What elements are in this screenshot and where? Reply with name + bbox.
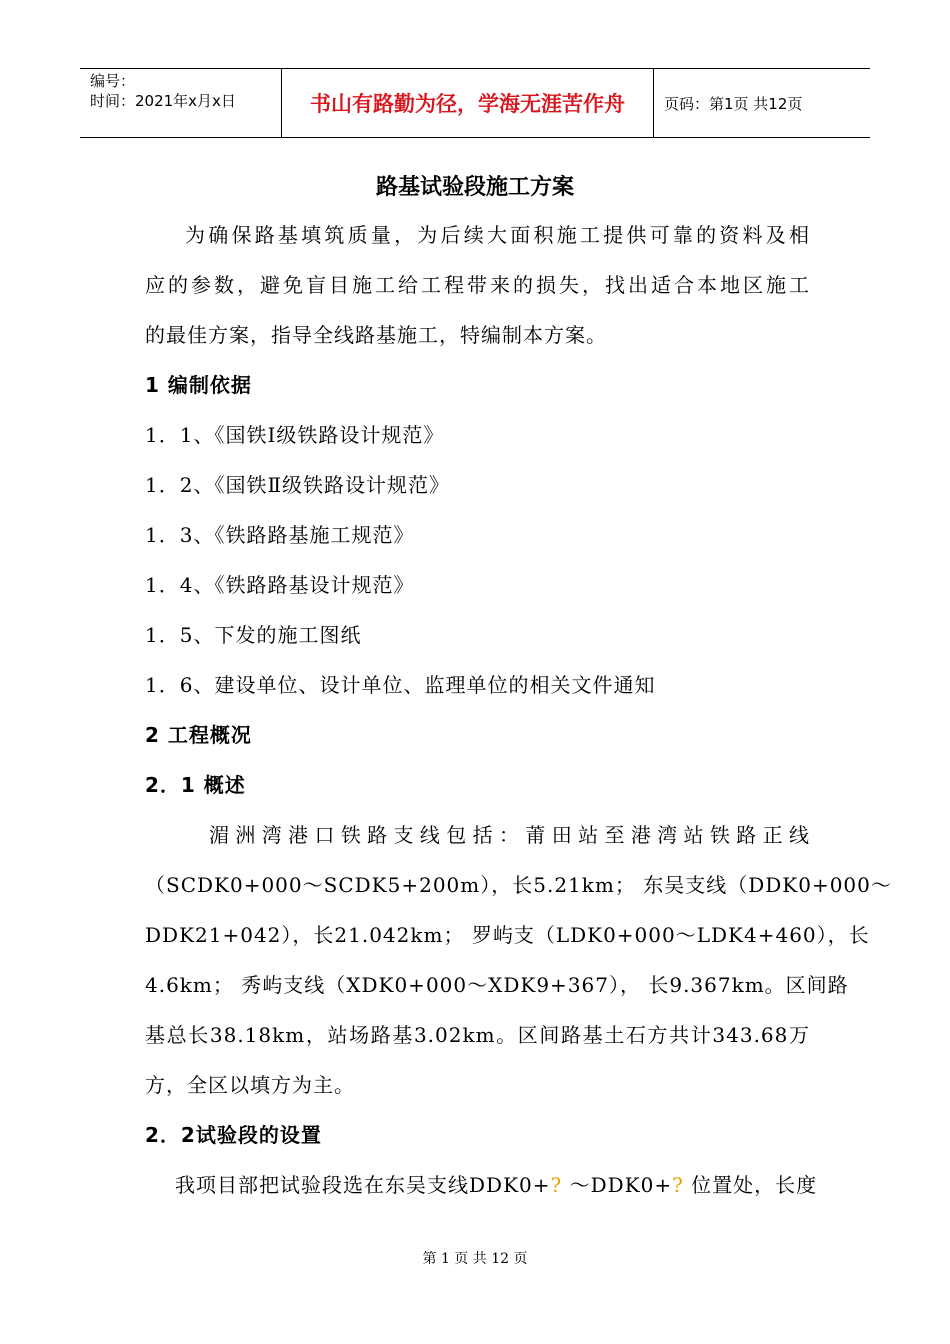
overview-line: 基总长38.18km，站场路基3.02km。区间路基土石方共计343.68万 <box>145 1023 810 1047</box>
subsection-heading: 2．1 概述 <box>145 773 246 797</box>
missing-value-mark: ? <box>550 1173 563 1197</box>
basis-item: 1．4、《铁路路基设计规范》 <box>145 573 415 597</box>
section-heading: 1 编制依据 <box>145 373 252 397</box>
trial-text: ～DDK0+ <box>562 1173 673 1197</box>
trial-section-line <box>145 1166 818 1216</box>
subsection-heading: 2．2试验段的设置 <box>145 1123 322 1147</box>
document-title: 路基试验段施工方案 <box>375 175 574 200</box>
page-footer: 第 1 页 共 12 页 <box>422 1251 528 1267</box>
trial-text: 位置处，长度 <box>683 1173 818 1197</box>
section-heading: 2 工程概况 <box>145 723 252 747</box>
document-body <box>145 216 892 1216</box>
basis-item: 1．6、建设单位、设计单位、监理单位的相关文件通知 <box>145 673 656 697</box>
basis-item: 1．5、下发的施工图纸 <box>145 623 362 647</box>
document-date-label: 时间：2021年x月x日 <box>90 92 236 110</box>
header-meta-cell <box>80 69 282 137</box>
page-header <box>80 68 870 138</box>
header-motto: 书山有路勤为径，学海无涯苦作舟 <box>282 69 654 137</box>
overview-line: 方，全区以填方为主。 <box>145 1073 355 1097</box>
intro-line: 应的参数，避免盲目施工给工程带来的损失，找出适合本地区施工 <box>145 273 810 297</box>
intro-line: 的最佳方案，指导全线路基施工，特编制本方案。 <box>145 323 607 347</box>
intro-line: 为确保路基填筑质量，为后续大面积施工提供可靠的资料及相 <box>185 223 810 247</box>
basis-item: 1．3、《铁路路基施工规范》 <box>145 523 415 547</box>
basis-item: 1．2、《国铁Ⅱ级铁路设计规范》 <box>145 473 451 497</box>
overview-line: （SCDK0+000～SCDK5+200m），长5.21km； 东吴支线（DDK0+000～ <box>145 873 892 897</box>
overview-line: 湄洲湾港口铁路支线包括：莆田站至港湾站铁路正线 <box>209 823 810 847</box>
header-page-info: 页码：第1页 共12页 <box>664 94 803 113</box>
missing-value-mark: ? <box>672 1173 684 1197</box>
basis-item: 1．1、《国铁Ⅰ级铁路设计规范》 <box>145 423 445 447</box>
overview-line: 4.6km； 秀屿支线（XDK0+000～XDK9+367）， 长9.367km。区间路 <box>145 973 849 997</box>
document-number-label: 编号： <box>90 72 136 90</box>
trial-text: 我项目部把试验段选在东吴支线DDK0+ <box>175 1173 551 1197</box>
overview-line: DDK21+042），长21.042km； 罗屿支（LDK0+000～LDK4+460），长 <box>145 923 870 947</box>
